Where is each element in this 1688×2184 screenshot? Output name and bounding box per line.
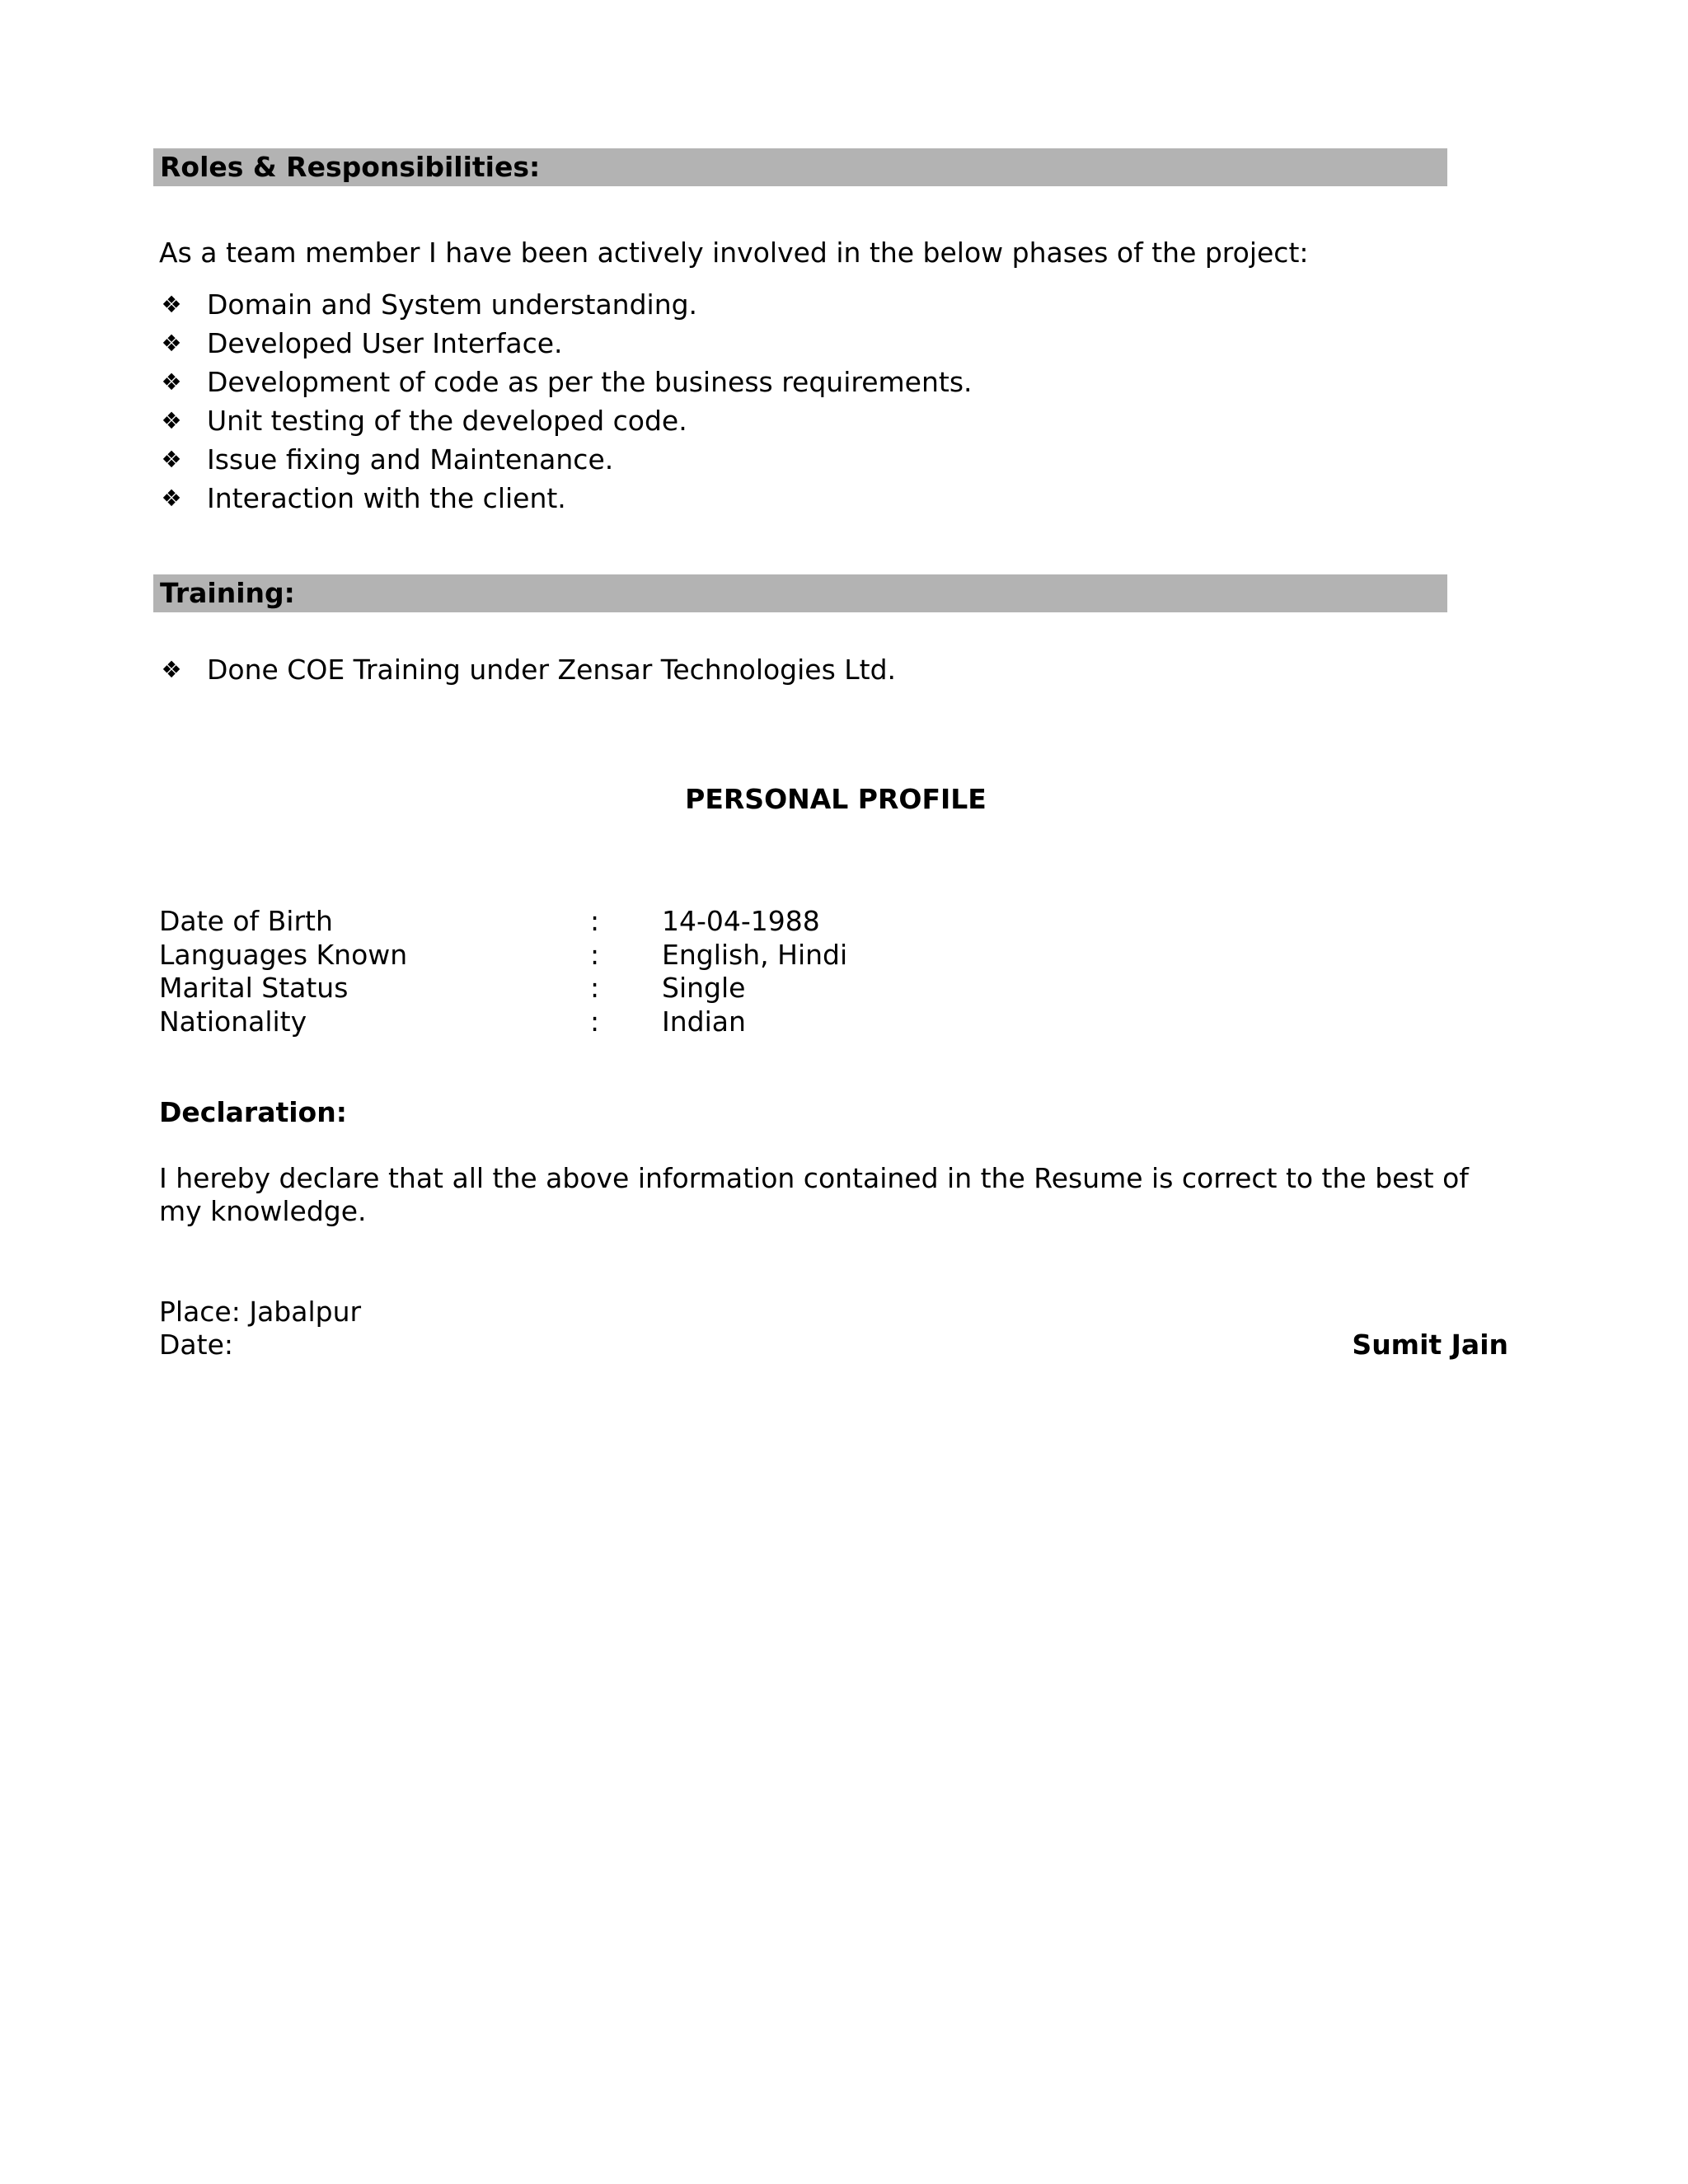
diamond-bullet-icon: ❖ [161,485,182,512]
table-row [159,1005,847,1039]
roles-section-header [153,148,1447,186]
diamond-bullet-icon: ❖ [161,330,182,357]
date-line: Date: [159,1329,233,1361]
diamond-bullet-icon: ❖ [161,407,182,434]
declaration-line-2: my knowledge. [159,1195,367,1227]
table-row [159,939,847,972]
diamond-bullet-icon: ❖ [161,368,182,396]
place-line: Place: Jabalpur [159,1296,362,1328]
profile-separator: : [590,972,600,1004]
profile-label: Nationality [159,1005,307,1038]
profile-value: Indian [662,1005,746,1038]
table-row [159,972,847,1005]
profile-separator: : [590,1005,600,1038]
personal-profile-table [159,905,847,1038]
training-section-header [153,574,1447,612]
profile-label: Date of Birth [159,905,333,937]
declaration-line-1: I hereby declare that all the above information contained in the Resume is correct to the best of [159,1162,1469,1194]
personal-profile-title: PERSONAL PROFILE [685,783,987,815]
profile-value: 14-04-1988 [662,905,820,937]
profile-separator: : [590,905,600,937]
signature-name: Sumit Jain [1352,1329,1508,1361]
profile-label: Languages Known [159,938,408,971]
profile-label: Marital Status [159,972,349,1004]
diamond-bullet-icon: ❖ [161,446,182,473]
profile-value: Single [662,972,746,1004]
table-row [159,905,847,939]
roles-intro: As a team member I have been actively involved in the below phases of the project: [159,237,1309,269]
profile-separator: : [590,938,600,971]
diamond-bullet-icon: ❖ [161,656,182,683]
roles-heading: Roles & Responsibilities: [160,151,541,183]
profile-value: English, Hindi [662,938,848,971]
training-heading: Training: [160,577,295,609]
declaration-heading: Declaration: [159,1096,347,1128]
diamond-bullet-icon: ❖ [161,291,182,318]
